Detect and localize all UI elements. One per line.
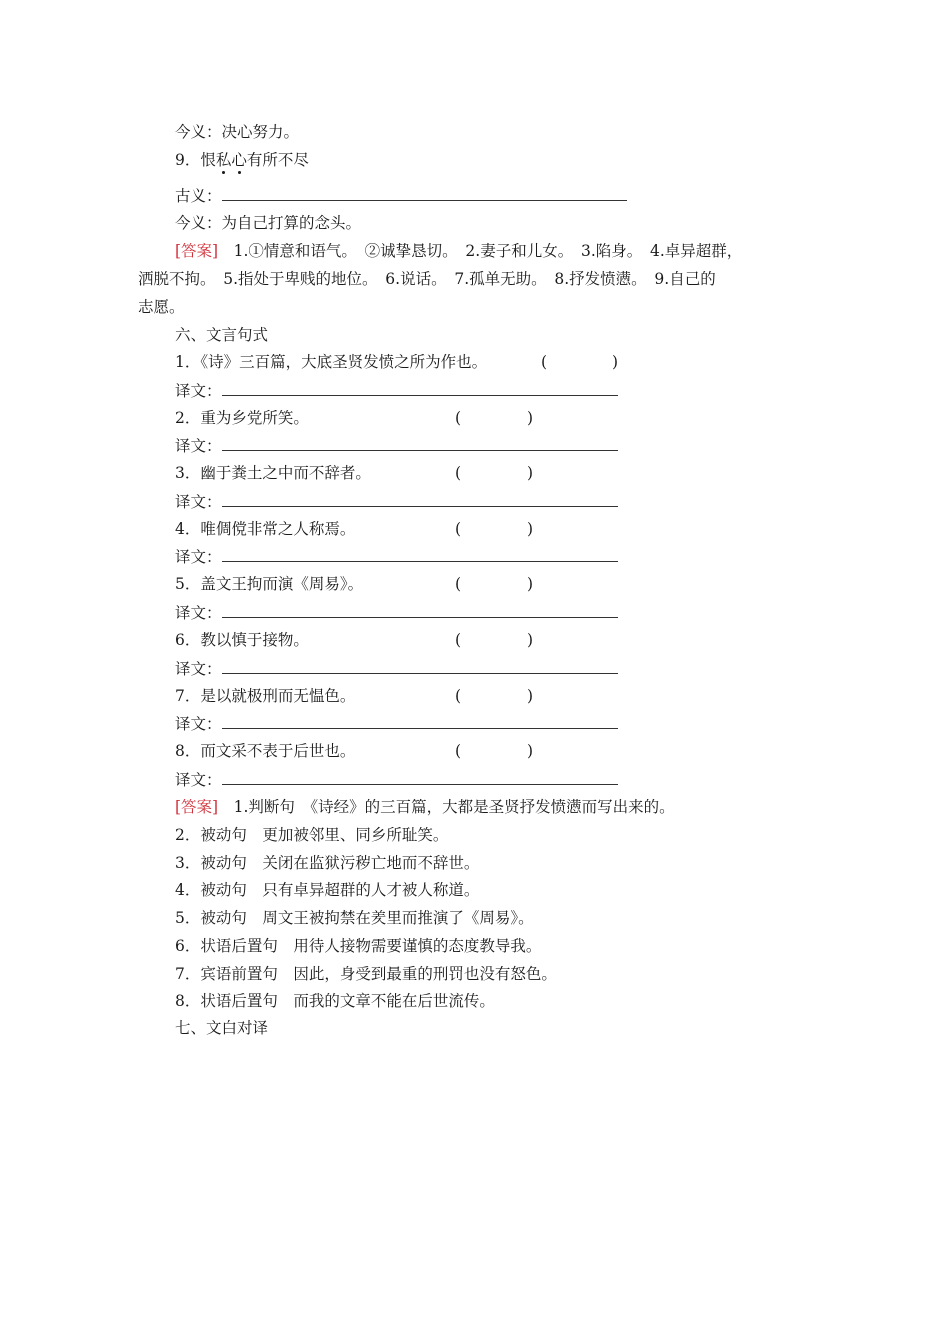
answer-paren-open[interactable]: (: [541, 353, 548, 371]
translation-blank[interactable]: [222, 435, 618, 451]
translation-blank[interactable]: [222, 769, 618, 785]
answer-block-1-line-2: 洒脱不拘。 5.指处于卑贱的地位。 6.说话。 7.孤单无助。 8.抒发愤懑。 9.自己的: [138, 270, 716, 288]
answer-tag: [答案]: [175, 242, 219, 260]
sentence-question: 7．是以就极刑而无愠色。: [175, 686, 356, 705]
sentence-question: 4．唯倜傥非常之人称焉。: [175, 519, 356, 538]
answer-paren-close: ): [527, 631, 534, 649]
translation-blank[interactable]: [222, 546, 618, 562]
answer-line: 7．宾语前置句 因此，身受到最重的刑罚也没有怒色。: [175, 964, 557, 983]
answer-paren-open[interactable]: (: [455, 742, 462, 761]
answer-paren-close: ): [612, 353, 619, 371]
translation-line: 译文：: [175, 546, 618, 567]
modern-meaning-line: 今义：决心努力。: [175, 123, 300, 141]
translation-line: 译文：: [175, 435, 618, 456]
translation-blank[interactable]: [222, 491, 618, 507]
answer-blank[interactable]: [222, 185, 627, 201]
answer-paren-close: ): [527, 575, 534, 594]
answer-paren-open[interactable]: (: [455, 686, 462, 705]
answer-paren-open[interactable]: (: [455, 631, 462, 649]
answer-line: 8．状语后置句 而我的文章不能在后世流传。: [175, 992, 495, 1011]
translation-line: 译文：: [175, 380, 618, 401]
answer-paren-close: ): [527, 686, 534, 705]
sentence-question: 1．《诗》三百篇，大底圣贤发愤之所为作也。: [175, 353, 488, 371]
sentence-question: 3．幽于粪土之中而不辞者。: [175, 464, 371, 483]
translation-line: 译文：: [175, 769, 618, 790]
translation-blank[interactable]: [222, 602, 618, 618]
emphasis-dot-char: 心: [231, 151, 247, 169]
answer-block-1-line-1: [答案] 1.①情意和语气。 ②诚挚恳切。 2.妻子和儿女。 3.陷身。 4.卓异超群，: [175, 242, 743, 260]
translation-line: 译文：: [175, 713, 618, 734]
answer-block-1-line-3: 志愿。: [138, 298, 185, 316]
answer-line: 4．被动句 只有卓异超群的人才被人称道。: [175, 881, 480, 900]
answer-tag: [答案]: [175, 798, 219, 816]
modern-meaning-line: 今义：为自己打算的念头。: [175, 214, 362, 232]
answer-paren-close: ): [527, 519, 534, 538]
emphasis-dot-char: 私: [215, 151, 232, 169]
vocab-item-9: 9．恨私心有所不尽: [175, 151, 309, 169]
answer-line: 2．被动句 更加被邻里、同乡所耻笑。: [175, 826, 449, 844]
sentence-question: 5．盖文王拘而演《周易》。: [175, 575, 364, 594]
answer-paren-open[interactable]: (: [455, 408, 462, 427]
translation-line: 译文：: [175, 658, 618, 679]
translation-line: 译文：: [175, 491, 618, 512]
answer-paren-open[interactable]: (: [455, 464, 462, 483]
section-heading-6: 六、文言句式: [175, 326, 269, 344]
section-heading-7: 七、文白对译: [175, 1019, 269, 1037]
answer-paren-close: ): [527, 408, 534, 427]
ancient-meaning-line: 古义：: [175, 185, 627, 206]
answer-paren-open[interactable]: (: [455, 575, 462, 594]
answer-paren-open[interactable]: (: [455, 519, 462, 538]
answer-line: 3．被动句 关闭在监狱污秽亡地而不辞世。: [175, 853, 480, 872]
answer-block-2-line-1: [答案] 1.判断句 《诗经》的三百篇，大都是圣贤抒发愤懑而写出来的。: [175, 798, 675, 816]
answer-paren-close: ): [527, 742, 534, 761]
sentence-question: 2．重为乡党所笑。: [175, 408, 309, 427]
sentence-question: 8．而文采不表于后世也。: [175, 742, 356, 761]
translation-blank[interactable]: [222, 380, 618, 396]
translation-blank[interactable]: [222, 713, 618, 729]
translation-blank[interactable]: [222, 658, 618, 674]
answer-line: 5．被动句 周文王被拘禁在羑里而推演了《周易》。: [175, 909, 534, 928]
answer-line: 6．状语后置句 用待人接物需要谨慎的态度教导我。: [175, 936, 542, 955]
translation-line: 译文：: [175, 602, 618, 623]
answer-paren-close: ): [527, 464, 534, 483]
sentence-question: 6．教以慎于接物。: [175, 631, 309, 649]
